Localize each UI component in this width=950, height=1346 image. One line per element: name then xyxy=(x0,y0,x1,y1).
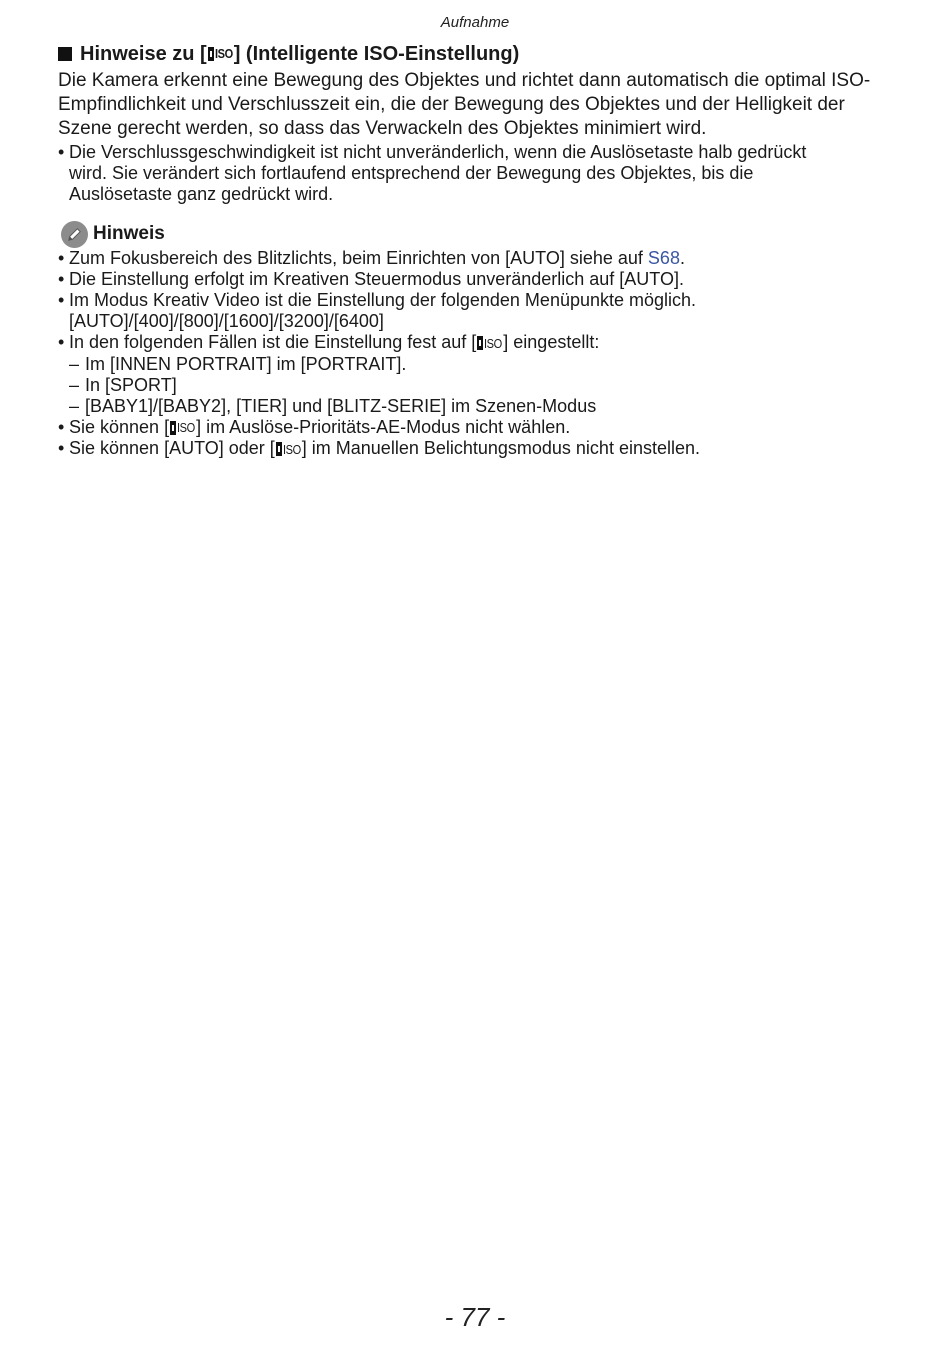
note-label: Hinweis xyxy=(93,223,165,244)
bullet-line: Die Verschlussgeschwindigkeit ist nicht unveränderlich, wenn die Auslösetaste halb gedrückt xyxy=(69,142,807,162)
bullet-dot: • xyxy=(58,142,65,162)
note-bullet xyxy=(58,269,898,290)
note-bullet xyxy=(58,290,898,332)
note-text: Sie können [AUTO] oder [ xyxy=(69,438,275,458)
bullet-dot: • xyxy=(58,290,65,310)
square-bullet-icon xyxy=(58,47,72,61)
note-bullet xyxy=(58,438,898,460)
note-text: In [SPORT] xyxy=(85,374,177,395)
section-title-pre: Hinweise zu [ xyxy=(80,43,207,65)
note-text: In den folgenden Fällen ist die Einstellung fest auf [ xyxy=(69,332,477,352)
note-text: ] eingestellt: xyxy=(503,332,600,352)
note-text: . xyxy=(679,248,685,268)
bullet-dot: • xyxy=(58,416,65,437)
note-text: ] im Manuellen Belichtungsmodus nicht einstellen. xyxy=(301,438,700,458)
section-bullet xyxy=(58,142,898,205)
note-text: Die Einstellung erfolgt im Kreativen Steuermodus unveränderlich auf [AUTO]. xyxy=(69,269,684,289)
note-bullet xyxy=(58,417,898,439)
main-content xyxy=(58,42,898,460)
bullet-dot: • xyxy=(58,269,65,289)
pencil-note-icon xyxy=(61,221,88,248)
bullet-dot: • xyxy=(58,248,65,268)
dash-marker: – xyxy=(69,395,80,416)
dash-marker: – xyxy=(69,374,80,395)
section-intro: Die Kamera erkennt eine Bewegung des Objektes und richtet dann automatisch die optimal ISO-Empfindlichkeit und Verschlusszeit ein, die der Bewegung des Objektes und der Helligkeit der Szene gerecht werden, so dass das Verwackeln des Objektes minimiert wird. xyxy=(58,70,871,139)
note-heading xyxy=(58,220,898,248)
note-text: Im [INNEN PORTRAIT] im [PORTRAIT]. xyxy=(85,353,407,374)
note-text: [BABY1]/[BABY2], [TIER] und [BLITZ-SERIE] im Szenen-Modus xyxy=(85,395,597,416)
note-text: Sie können [ xyxy=(69,416,170,437)
page-number: - 77 - xyxy=(444,1302,506,1332)
page-link-s68[interactable]: S68 xyxy=(647,248,680,268)
note-sub-item xyxy=(58,396,898,417)
intelligent-iso-icon: ISO xyxy=(477,333,502,354)
intelligent-iso-icon: ISO xyxy=(170,417,195,438)
note-bullet xyxy=(58,332,898,354)
note-text: Zum Fokusbereich des Blitzlichts, beim Einrichten von [AUTO] siehe auf xyxy=(69,248,648,268)
dash-marker: – xyxy=(69,353,80,374)
note-text: ] im Auslöse-Prioritäts-AE-Modus nicht wählen. xyxy=(196,416,571,437)
note-sub-item xyxy=(58,375,898,396)
intelligent-iso-icon: ISO xyxy=(276,439,301,460)
note-text: [AUTO]/[400]/[800]/[1600]/[3200]/[6400] xyxy=(69,311,384,331)
section-title-post: ] (Intelligente ISO-Einstellung) xyxy=(233,43,520,65)
bullet-dot: • xyxy=(58,438,65,458)
section-title xyxy=(58,42,898,66)
bullet-line: wird. Sie verändert sich fortlaufend entsprechend der Bewegung des Objektes, bis die xyxy=(69,163,754,183)
note-sub-item xyxy=(58,354,898,375)
note-bullet xyxy=(58,248,898,269)
bullet-dot: • xyxy=(58,332,65,352)
intelligent-iso-icon: ISO xyxy=(208,42,233,66)
bullet-line: Auslösetaste ganz gedrückt wird. xyxy=(69,184,334,204)
page-header-section: Aufnahme xyxy=(440,14,510,31)
note-text: Im Modus Kreativ Video ist die Einstellung der folgenden Menüpunkte möglich. xyxy=(69,290,697,310)
